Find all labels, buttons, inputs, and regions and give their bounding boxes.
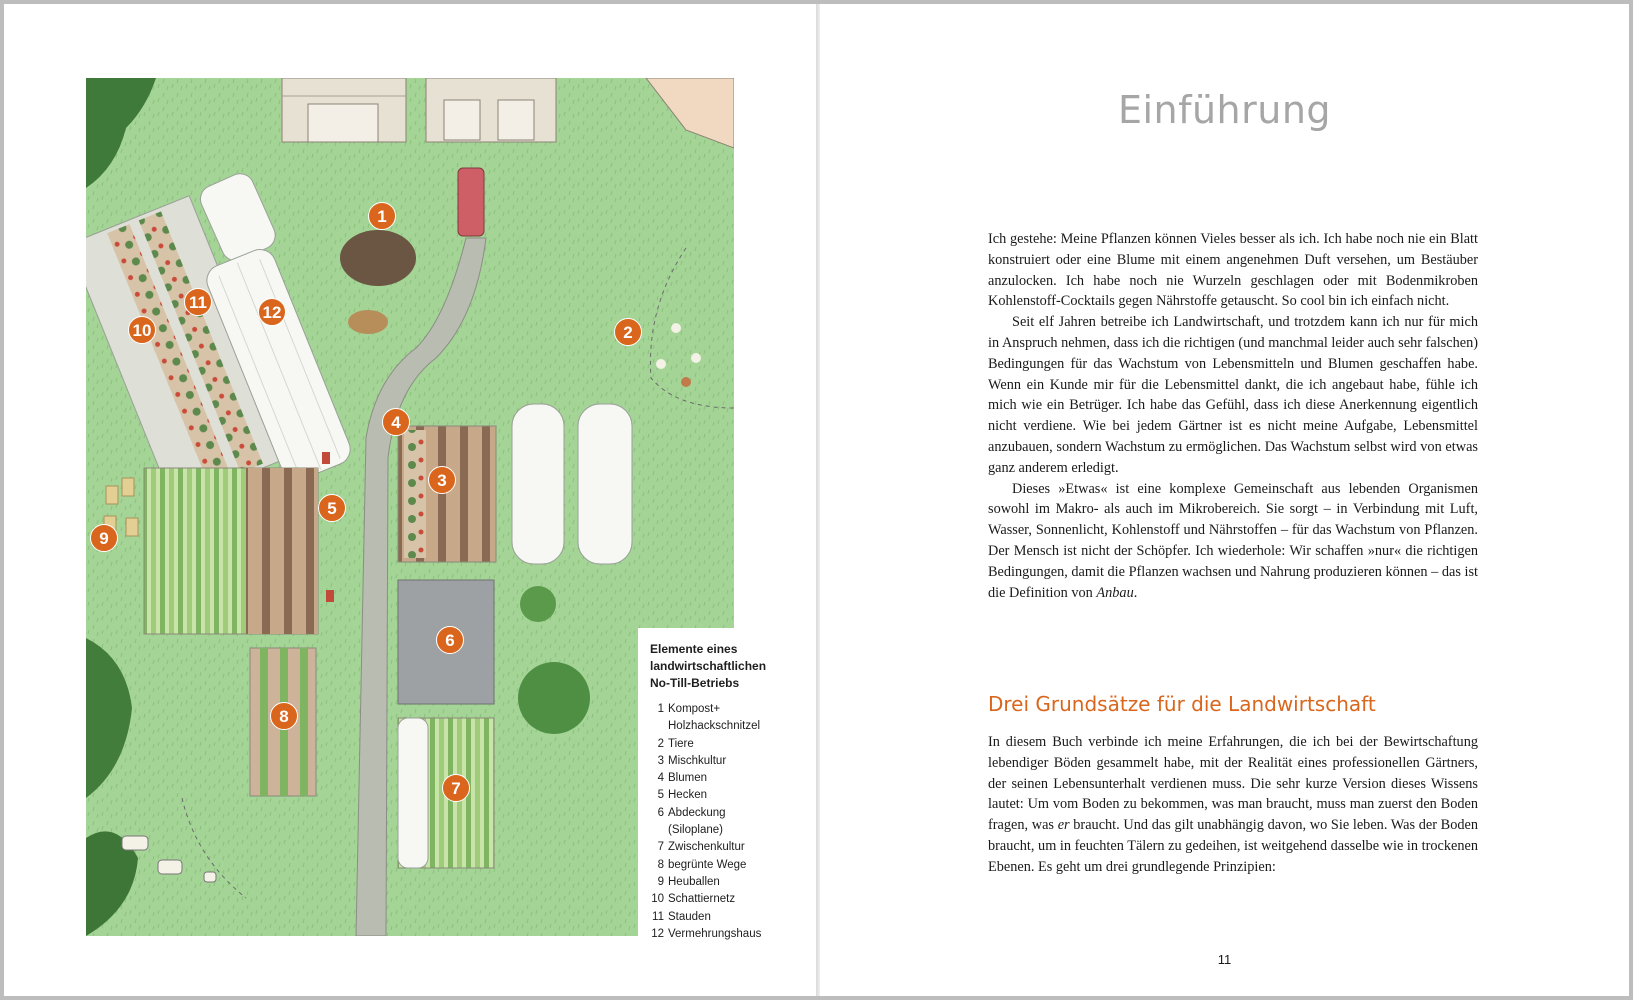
right-page xyxy=(820,4,1629,996)
book-spread xyxy=(4,4,1629,996)
marker-7: 7 xyxy=(442,774,470,802)
marker-11: 11 xyxy=(184,288,212,316)
marker-8: 8 xyxy=(270,702,298,730)
goat xyxy=(122,836,148,850)
bush xyxy=(520,586,556,622)
emphasis: er xyxy=(1057,817,1070,834)
section-text xyxy=(988,732,1478,878)
hoop-tunnel xyxy=(578,404,632,564)
paragraph: In diesem Buch verbinde ich meine Erfahrungen, die ich bei der Bewirtschaftung lebendiger Böden gesammelt habe, mit der Realität eines professionellen Gärtners, der seinen Lebensunterhalt verdienen muss. Die sehr kurze Version dieses Wissens lautet: Um vom Boden zu bekommen, was man braucht, muss man zuerst den Boden fragen, was er braucht. Und das gilt unabhängig davon, wo Sie leben. Was der Boden braucht, um in feuchten Tälern zu gedeihen, ist weitgehend dasselbe wie in trockenen Ebenen. Es geht um drei grundlegende Prinzipien: xyxy=(988,734,1479,875)
marker-6: 6 xyxy=(436,626,464,654)
farm-map-drawing xyxy=(86,78,734,936)
marker-9: 9 xyxy=(90,524,118,552)
marker-4: 4 xyxy=(382,408,410,436)
goat xyxy=(204,872,216,882)
compost-pile xyxy=(340,230,416,286)
emphasis: Anbau xyxy=(1096,584,1134,601)
legend-item: 3 Mischkultur xyxy=(657,754,727,767)
chicken xyxy=(671,323,681,333)
legend-item: 10 Schattiernetz xyxy=(651,893,736,906)
goat xyxy=(158,860,182,874)
left-page xyxy=(4,4,816,996)
chicken xyxy=(681,377,691,387)
intro-text xyxy=(988,229,1478,603)
paragraph: Ich gestehe: Meine Pflanzen können Vieles besser als ich. Ich habe noch nie ein Blatt konstruiert oder eine Blume mit einem angenehmen Duft versehen, um Bestäuber anzulocken. Ich habe noch nie Wurzeln geschlagen oder mit Bodenmikroben Kohlenstoff-Cocktails gegen Nährstoffe getauscht. So cool bin ich einfach nicht. xyxy=(988,231,1478,310)
birdhouse xyxy=(322,452,330,464)
hoop-tunnel xyxy=(512,404,564,564)
woodchip-pile xyxy=(348,310,388,334)
legend-item: 2 Tiere xyxy=(657,737,694,750)
paragraph: Dieses »Etwas« ist eine komplexe Gemeinschaft aus lebenden Organismen sowohl im Makro- als auch im Mikrobereich. Sie sorgt – in Verbindung mit Luft, Wasser, Sonnenlicht, Kohlenstoff und Nährstoffen – für das Wachstum von Pflanzen. Der Mensch ist nicht der Schöpfer. Ich wiederhole: Wir schaffen »nur« die richtigen Bedingungen, damit die Pflanzen wachsen und Nahrung produzieren können – das ist die Definition von Anbau. xyxy=(988,480,1478,601)
marker-1: 1 xyxy=(368,202,396,230)
legend-item: 7 Zwischenkultur xyxy=(657,841,745,854)
legend-item: 4 Blumen xyxy=(657,772,707,785)
marker-5: 5 xyxy=(318,494,346,522)
hay-bale xyxy=(106,486,118,504)
paragraph: Seit elf Jahren betreibe ich Landwirtschaft, und trotzdem kann ich nur für mich in Anspruch nehmen, dass ich die richtigen (und manchmal leider auch sehr falschen) Bedingungen für das Wachstum von Lebensmitteln und Blumen geschaffen habe. Wenn ein Kunde mir für die Lebensmittel dankt, die ich angebaut habe, fühle ich mich wie ein Betrüger. Ich habe das Gefühl, dass ich diese Anerkennung eigentlich nicht verdiene. Wie bei jedem Gärtner ist es nicht meine Aufgabe, Lebensmittel anzubauen, sondern Wachstum zu ermöglichen. Das Wachstum selbst wird von etwas ganz anderem erledigt. xyxy=(988,314,1478,476)
chapter-title: Einführung xyxy=(1117,88,1332,132)
farm-illustration xyxy=(86,78,734,936)
legend-item: 11 Stauden xyxy=(652,910,711,923)
hay-bale xyxy=(122,478,134,496)
section-heading: Drei Grundsätze für die Landwirtschaft xyxy=(988,692,1376,716)
legend-box xyxy=(638,628,788,940)
marker-3: 3 xyxy=(428,466,456,494)
legend-item: 9 Heuballen xyxy=(657,875,720,888)
legend-list xyxy=(650,701,778,943)
legend-item: 12 Vermehrungshaus xyxy=(651,927,762,940)
marker-2: 2 xyxy=(614,318,642,346)
legend-item: 5 Hecken xyxy=(657,789,707,802)
hay-bale xyxy=(126,518,138,536)
chicken xyxy=(656,359,666,369)
bush-large xyxy=(518,662,590,734)
page-number: 11 xyxy=(1217,952,1232,967)
legend-item: 6 Abdeckung (Siloplane) xyxy=(657,806,726,837)
legend-title: Elemente eines landwirtschaftlichen No-Till-Betriebs xyxy=(650,642,767,690)
legend-item: 1 Kompost+ Holzhackschnitzel xyxy=(657,703,761,733)
truck xyxy=(458,168,484,236)
barn-left xyxy=(282,78,406,142)
birdhouse xyxy=(326,590,334,602)
marker-12: 12 xyxy=(258,298,286,326)
marker-10: 10 xyxy=(128,316,156,344)
chicken xyxy=(691,353,701,363)
legend-item: 8 begrünte Wege xyxy=(657,858,747,871)
barn-right xyxy=(426,78,556,142)
